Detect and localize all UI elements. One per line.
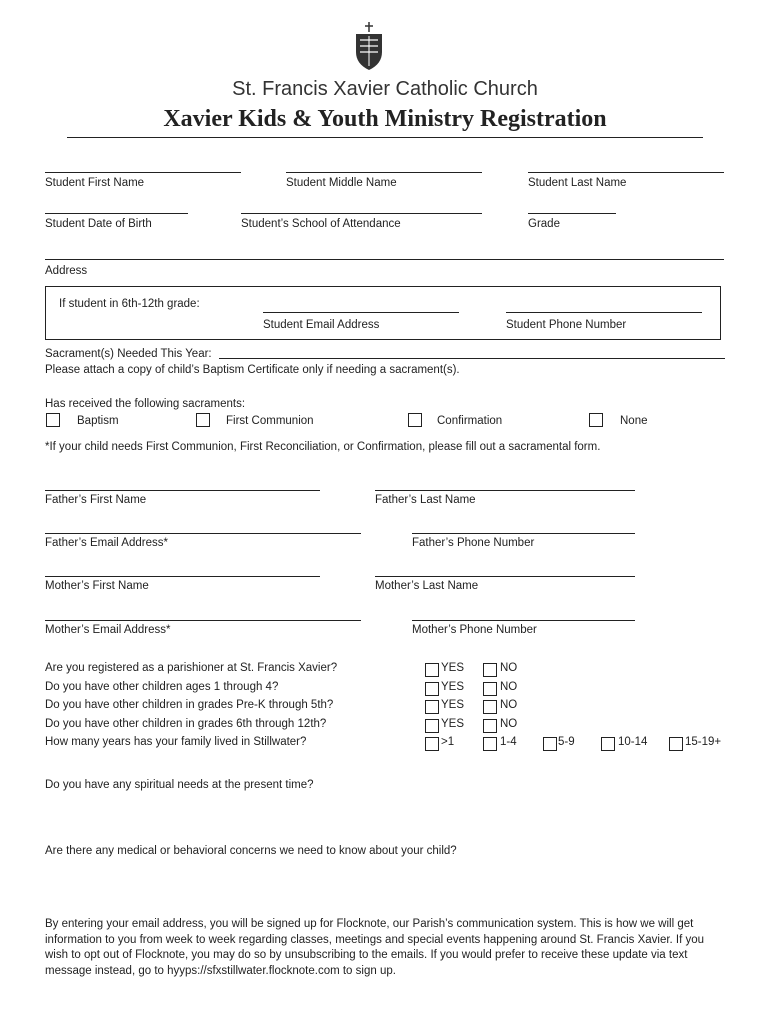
question-parishioner: Are you registered as a parishioner at St. Francis Xavier? bbox=[45, 662, 338, 674]
mother-phone-field[interactable] bbox=[412, 620, 635, 621]
baptism-certificate-note: Please attach a copy of child’s Baptism Certificate only if needing a sacrament(s). bbox=[45, 364, 460, 376]
sacraments-needed-field[interactable] bbox=[219, 358, 725, 359]
father-last-name-field[interactable] bbox=[375, 490, 635, 491]
student-email-field[interactable] bbox=[263, 312, 459, 313]
student-last-name-field[interactable] bbox=[528, 172, 724, 173]
student-first-name-label: Student First Name bbox=[45, 177, 145, 189]
student-middle-name-field[interactable] bbox=[286, 172, 482, 173]
student-school-label: Student’s School of Attendance bbox=[241, 218, 401, 230]
church-crest-logo bbox=[354, 22, 384, 72]
father-last-name-label: Father’s Last Name bbox=[375, 494, 476, 506]
older-student-box bbox=[45, 286, 721, 340]
first-communion-option-label: First Communion bbox=[226, 415, 314, 427]
older-student-prompt: If student in 6th-12th grade: bbox=[59, 298, 200, 310]
father-first-name-label: Father’s First Name bbox=[45, 494, 147, 506]
years-10-14-label: 10-14 bbox=[618, 736, 648, 748]
question-children-1-4: Do you have other children ages 1 through 4? bbox=[45, 681, 279, 693]
years-15-19-checkbox[interactable] bbox=[669, 737, 683, 751]
sacraments-received-label: Has received the following sacraments: bbox=[45, 398, 246, 410]
confirmation-checkbox[interactable] bbox=[408, 413, 422, 427]
form-title: Xavier Kids & Youth Ministry Registration bbox=[163, 106, 607, 132]
father-email-label: Father’s Email Address* bbox=[45, 537, 168, 549]
baptism-checkbox[interactable] bbox=[46, 413, 60, 427]
q2-no-checkbox[interactable] bbox=[483, 682, 497, 696]
q3-no-label: NO bbox=[500, 699, 518, 711]
flocknote-notice: By entering your email address, you will be signed up for Flocknote, our Parish’s communication system. This is how we will get information to you from week to week regarding classes, meetings and special events happening around St. Francis Xavier. If you wish to opt out of Flocknote, you may do so by unsubscribing to the emails. If you would prefer to receive these update via text message instead, go to hyyps://sfxstillwater.flocknote.com to sign up. bbox=[45, 918, 705, 977]
student-school-field[interactable] bbox=[241, 213, 482, 214]
confirmation-option-label: Confirmation bbox=[437, 415, 503, 427]
years-under-1-checkbox[interactable] bbox=[425, 737, 439, 751]
address-field[interactable] bbox=[45, 259, 724, 260]
mother-last-name-field[interactable] bbox=[375, 576, 635, 577]
student-phone-label: Student Phone Number bbox=[506, 319, 627, 331]
years-5-9-checkbox[interactable] bbox=[543, 737, 557, 751]
years-1-4-label: 1-4 bbox=[500, 736, 517, 748]
q3-no-checkbox[interactable] bbox=[483, 700, 497, 714]
father-email-field[interactable] bbox=[45, 533, 361, 534]
q1-yes-label: YES bbox=[441, 662, 465, 674]
student-dob-label: Student Date of Birth bbox=[45, 218, 152, 230]
years-under-1-label: >1 bbox=[441, 736, 455, 748]
question-years-stillwater: How many years has your family lived in Stillwater? bbox=[45, 736, 307, 748]
q2-yes-label: YES bbox=[441, 681, 465, 693]
student-first-name-field[interactable] bbox=[45, 172, 241, 173]
q4-no-checkbox[interactable] bbox=[483, 719, 497, 733]
mother-first-name-field[interactable] bbox=[45, 576, 320, 577]
father-first-name-field[interactable] bbox=[45, 490, 320, 491]
years-5-9-label: 5-9 bbox=[558, 736, 575, 748]
q1-no-label: NO bbox=[500, 662, 518, 674]
address-label: Address bbox=[45, 265, 88, 277]
title-rule bbox=[67, 137, 703, 138]
q3-yes-label: YES bbox=[441, 699, 465, 711]
years-15-19-label: 15-19+ bbox=[685, 736, 722, 748]
q3-yes-checkbox[interactable] bbox=[425, 700, 439, 714]
question-children-6-12: Do you have other children in grades 6th through 12th? bbox=[45, 718, 327, 730]
student-middle-name-label: Student Middle Name bbox=[286, 177, 397, 189]
q4-no-label: NO bbox=[500, 718, 518, 730]
sacraments-needed-label: Sacrament(s) Needed This Year: bbox=[45, 348, 212, 360]
student-email-label: Student Email Address bbox=[263, 319, 380, 331]
years-10-14-checkbox[interactable] bbox=[601, 737, 615, 751]
father-phone-field[interactable] bbox=[412, 533, 635, 534]
none-checkbox[interactable] bbox=[589, 413, 603, 427]
church-name: St. Francis Xavier Catholic Church bbox=[232, 78, 538, 100]
mother-phone-label: Mother’s Phone Number bbox=[412, 624, 537, 636]
mother-last-name-label: Mother’s Last Name bbox=[375, 580, 479, 592]
first-communion-checkbox[interactable] bbox=[196, 413, 210, 427]
question-children-prek-5: Do you have other children in grades Pre-K through 5th? bbox=[45, 699, 334, 711]
spiritual-needs-question: Do you have any spiritual needs at the present time? bbox=[45, 779, 314, 791]
q1-no-checkbox[interactable] bbox=[483, 663, 497, 677]
baptism-option-label: Baptism bbox=[77, 415, 119, 427]
student-phone-field[interactable] bbox=[506, 312, 702, 313]
none-option-label: None bbox=[620, 415, 648, 427]
medical-concerns-question: Are there any medical or behavioral concerns we need to know about your child? bbox=[45, 845, 457, 857]
q4-yes-label: YES bbox=[441, 718, 465, 730]
father-phone-label: Father’s Phone Number bbox=[412, 537, 535, 549]
years-1-4-checkbox[interactable] bbox=[483, 737, 497, 751]
student-grade-field[interactable] bbox=[528, 213, 616, 214]
sacramental-form-note: *If your child needs First Communion, First Reconciliation, or Confirmation, please fill out a sacramental form. bbox=[45, 441, 601, 453]
student-last-name-label: Student Last Name bbox=[528, 177, 627, 189]
q4-yes-checkbox[interactable] bbox=[425, 719, 439, 733]
mother-first-name-label: Mother’s First Name bbox=[45, 580, 149, 592]
student-grade-label: Grade bbox=[528, 218, 560, 230]
mother-email-field[interactable] bbox=[45, 620, 361, 621]
student-dob-field[interactable] bbox=[45, 213, 188, 214]
q2-no-label: NO bbox=[500, 681, 518, 693]
q1-yes-checkbox[interactable] bbox=[425, 663, 439, 677]
mother-email-label: Mother’s Email Address* bbox=[45, 624, 171, 636]
q2-yes-checkbox[interactable] bbox=[425, 682, 439, 696]
